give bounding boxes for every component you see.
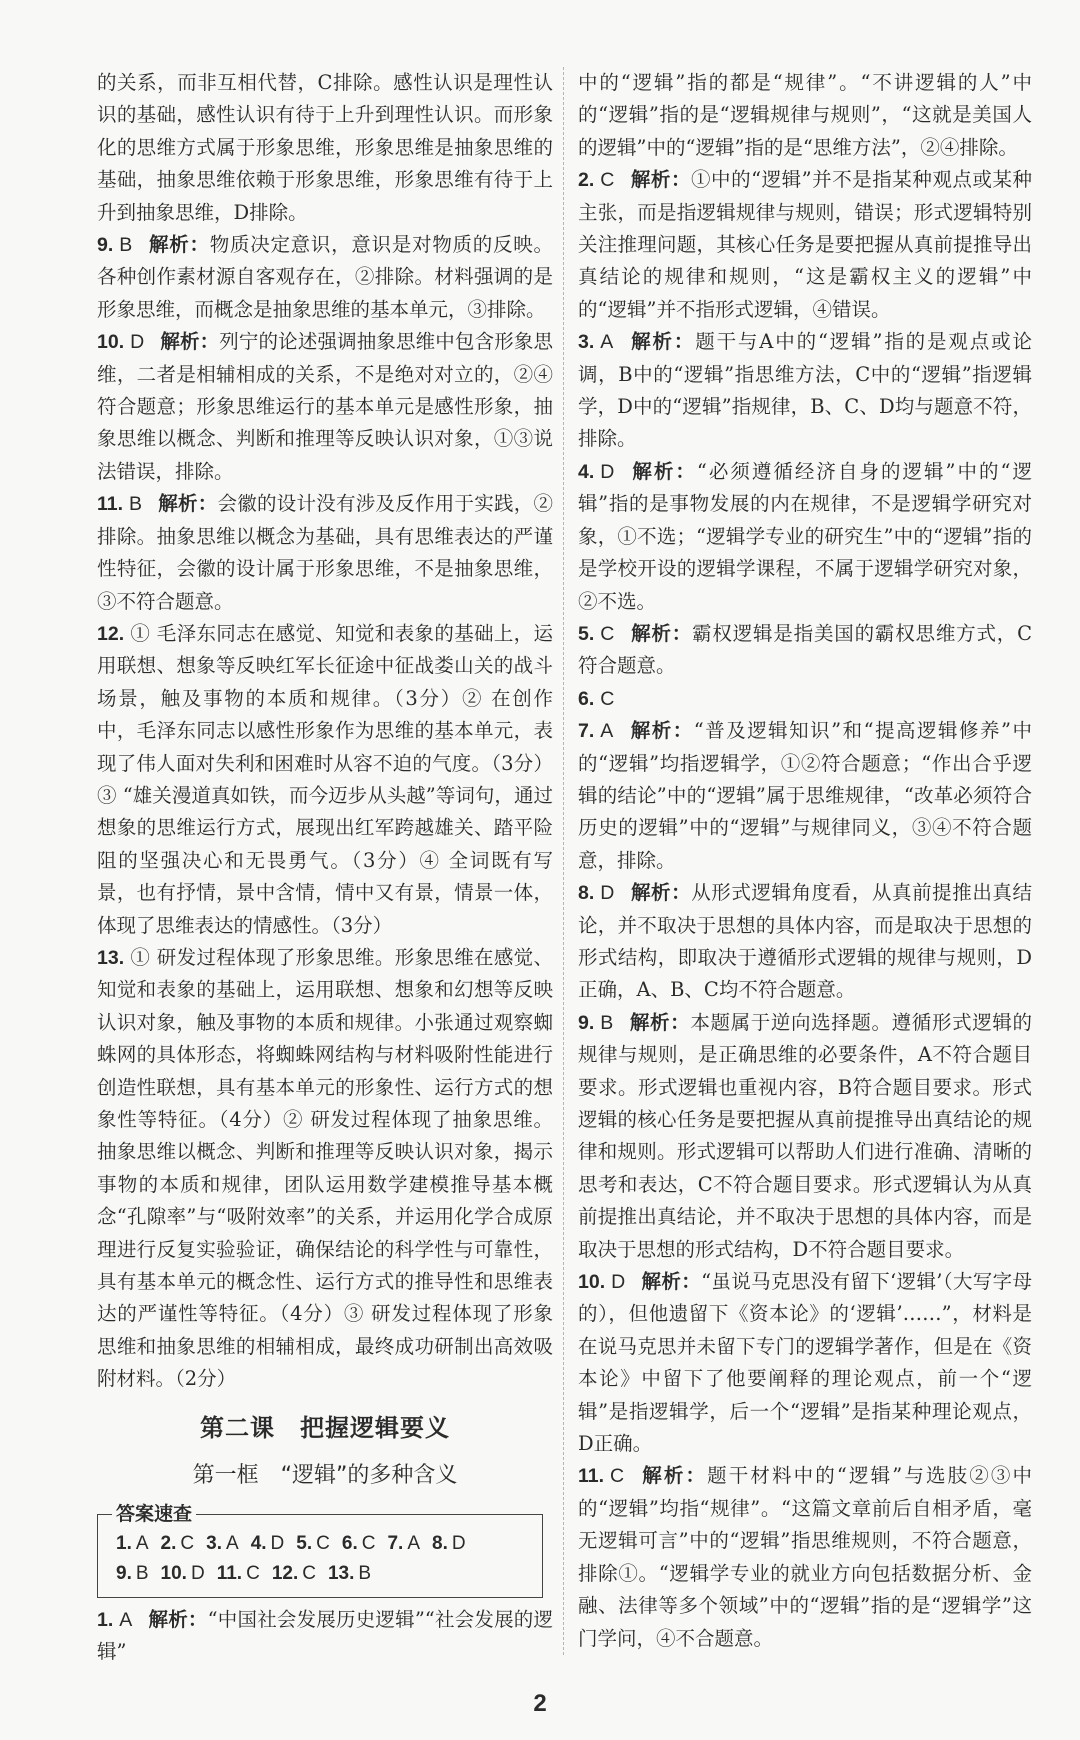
section-title: 第一框 “逻辑”的多种含义	[192, 1462, 458, 1488]
answer-item	[97, 618, 553, 942]
analysis-label: 解析：	[629, 1010, 691, 1034]
answer-row	[116, 1529, 542, 1559]
question-number: 6.	[341, 1532, 358, 1554]
item-number: 5.	[578, 622, 595, 645]
answer-item	[578, 1460, 1032, 1654]
analysis-label: 解析：	[148, 1607, 208, 1631]
item-number: 2.	[578, 169, 595, 192]
page-number: 2	[533, 1690, 547, 1718]
question-number: 9.	[116, 1562, 132, 1584]
analysis-text: “普及逻辑知识”和“提高逻辑修养”中的“逻辑”均指逻辑学，①②符合题意；“作出合乎逻辑的结论”中的“逻辑”属于思维规律，“改革必须符合历史的逻辑”中的“逻辑”与规律同义，③④不符合题意，排除。	[578, 719, 1032, 872]
answer-row	[116, 1559, 542, 1589]
right-answer-list	[578, 164, 1032, 1655]
question-number: 1.	[116, 1532, 132, 1554]
question-answer: A	[407, 1532, 421, 1554]
item-answer: B	[129, 493, 143, 516]
item-number: 13.	[97, 946, 125, 969]
analysis-text: ①中的“逻辑”并不是指某种观点或某种主张，而是指逻辑规律与规则，错误；形式逻辑特别关注推理问题，其核心任务是要把握从真前提推导出真结论的规律和规则，“这是霸权主义的逻辑”中的“逻辑”并不指形式逻辑，④错误。	[578, 168, 1032, 321]
question-answer: C	[316, 1532, 330, 1554]
answer-quick-check-box	[97, 1502, 543, 1598]
analysis-text: 物质决定意识，意识是对物质的反映。各种创作素材源自客观存在，②排除。材料强调的是形象思维，而概念是抽象思维的基本单元，③排除。	[97, 233, 553, 321]
answer-item	[578, 683, 1032, 715]
item-number: 9.	[578, 1011, 595, 1034]
answer-item	[97, 326, 553, 488]
answer-item	[97, 229, 553, 326]
item-number: 7.	[578, 720, 595, 743]
item-answer: D	[130, 331, 145, 354]
item-number: 10.	[97, 331, 125, 354]
answer-item	[578, 164, 1032, 326]
question-answer: C	[302, 1562, 316, 1584]
item-number: 9.	[97, 234, 114, 257]
analysis-text: “中国社会发展历史逻辑”“社会发展的逻辑”	[97, 1607, 553, 1664]
answer-item	[578, 715, 1032, 877]
question-answer: C	[246, 1562, 260, 1584]
analysis-text: ① 毛泽东同志在感觉、知觉和表象的基础上，运用联想、想象等反映红军长征途中征战娄山关的战斗场景，触及事物的本质和规律。（3分）② 在创作中，毛泽东同志以感性形象作为思维的基本单元，表现了伟人面对失利和困难时从容不迫的气度。（3分）③ “雄关漫道真如铁，而今迈步从头越”等词句，通过想象的思维运行方式，展现出红军跨越雄关、踏平险阻的坚强决心和无畏勇气。（3分）④ 全词既有写景，也有抒情，景中含情，情中又有景，情景一体，体现了思维表达的情感性。（3分）	[97, 621, 553, 937]
item-answer: D	[611, 1271, 626, 1294]
question-answer: A	[135, 1532, 149, 1554]
analysis-label: 解析：	[630, 168, 691, 192]
item-answer: C	[600, 169, 615, 192]
analysis-label: 解析：	[630, 621, 693, 645]
answer-box-title: 答案速查	[112, 1501, 196, 1527]
item-number: 1.	[97, 1608, 114, 1631]
analysis-text: “虽说马克思没有留下‘逻辑’（大写字母的），但他遗留下《资本论》的‘逻辑’……”，材料是在说马克思并未留下专门的逻辑学著作，但是在《资本论》中留下了他要阐释的理论观点，前一个“逻辑”是指逻辑学，后一个“逻辑”是指某种理论观点，D正确。	[578, 1270, 1032, 1456]
analysis-text: 题干与A中的“逻辑”指的是观点或论调，B中的“逻辑”指思维方法，C中的“逻辑”指逻辑学，D中的“逻辑”指规律，B、C、D均与题意不符，排除。	[578, 330, 1032, 451]
analysis-label: 解析：	[160, 330, 220, 354]
item-answer: C	[600, 687, 615, 710]
question-answer: D	[451, 1532, 466, 1554]
analysis-text: 从形式逻辑角度看，从真前提推出真结论，并不取决于思想的具体内容，而是取决于思想的形式结构，即取决于遵循形式逻辑的规律与规则，D正确，A、B、C均不符合题意。	[578, 881, 1032, 1002]
answer-item	[578, 1266, 1032, 1460]
answer-continuation: 中的“逻辑”指的都是“规律”。“不讲逻辑的人”中的“逻辑”指的是“逻辑规律与规则”，“这就是美国人的逻辑”中的“逻辑”指的是“思维方法”，②④排除。	[578, 71, 1032, 159]
answer-item	[97, 488, 553, 618]
question-number: 8.	[432, 1532, 448, 1554]
question-number: 11.	[216, 1562, 243, 1584]
answer-item	[578, 618, 1032, 683]
analysis-label: 解析：	[630, 459, 697, 483]
item-number: 12.	[97, 622, 125, 645]
item-answer: D	[600, 460, 615, 483]
left-column	[97, 67, 553, 1668]
item-number: 8.	[578, 882, 595, 905]
question-number: 10.	[160, 1562, 187, 1584]
analysis-text: 列宁的论述强调抽象思维中包含形象思维，二者是相辅相成的关系，不是绝对对立的，②④符合题意；形象思维运行的基本单元是感性形象，抽象思维以概念、判断和推理等反映认识对象，①③说法错误，排除。	[97, 330, 553, 483]
answer-item	[578, 877, 1032, 1007]
analysis-label: 解析：	[629, 719, 694, 743]
question-answer: B	[358, 1562, 372, 1584]
question-number: 13.	[327, 1562, 355, 1584]
question-answer: C	[361, 1532, 376, 1554]
question-number: 2.	[160, 1532, 177, 1554]
question-answer: D	[270, 1532, 285, 1554]
item-number: 11.	[97, 493, 124, 516]
answer-item	[578, 1007, 1032, 1266]
analysis-text: ① 研发过程体现了形象思维。形象思维在感觉、知觉和表象的基础上，运用联想、想象和幻想等反映认识对象，触及事物的本质和规律。小张通过观察蜘蛛网的具体形态，将蜘蛛网结构与材料吸附性能进行创造性联想，具有基本单元的形象性、运行方式的想象性等特征。（4分）② 研发过程体现了抽象思维。抽象思维以概念、判断和推理等反映认识对象，揭示事物的本质和规律，团队运用数学建模推导基本概念“孔隙率”与“吸附效率”的关系，并运用化学合成原理进行反复实验验证，确保结论的科学性与可靠性，具有基本单元的概念性、运行方式的推导性和思维表达的严谨性等特征。（4分）③ 研发过程体现了形象思维和抽象思维的相辅相成，最终成功研制出高效吸附材料。（2分）	[97, 945, 553, 1391]
analysis-label: 解析：	[158, 492, 218, 516]
item-answer: A	[119, 1608, 133, 1631]
question-number: 12.	[271, 1562, 299, 1584]
item-answer: A	[600, 331, 614, 354]
question-number: 3.	[206, 1532, 222, 1554]
item-answer: D	[600, 882, 615, 905]
answer-item	[97, 1604, 553, 1669]
lesson-title: 第二课 把握逻辑要义	[200, 1413, 450, 1442]
answer-item	[578, 326, 1032, 456]
analysis-text: “必须遵循经济自身的逻辑”中的“逻辑”指的是事物发展的内在规律，不是逻辑学研究对象，①不选；“逻辑学专业的研究生”中的“逻辑”指的是学校开设的逻辑学课程，不属于逻辑学研究对象，②不选。	[578, 459, 1032, 613]
item-answer: B	[119, 234, 133, 257]
item-answer: B	[600, 1011, 614, 1034]
analysis-text: 会徽的设计没有涉及反作用于实践，②排除。抽象思维以概念为基础，具有思维表达的严谨性特征，会徽的设计属于形象思维，不是抽象思维，③不符合题意。	[97, 492, 553, 613]
analysis-text: 霸权逻辑是指美国的霸权思维方式，C符合题意。	[578, 621, 1032, 678]
analysis-label: 解析：	[148, 233, 210, 257]
question-number: 5.	[296, 1532, 313, 1554]
analysis-label: 解析：	[640, 1464, 708, 1488]
question-answer: D	[190, 1562, 205, 1584]
analysis-label: 解析：	[630, 881, 692, 905]
answer-item	[578, 456, 1032, 618]
left-answer-list	[97, 229, 553, 1396]
answer-continuation: 的关系，而非互相代替，C排除。感性认识是理性认识的基础，感性认识有待于上升到理性认识。而形象化的思维方式属于形象思维，形象思维是抽象思维的基础，抽象思维依赖于形象思维，形象思维有待于上升到抽象思维，D排除。	[97, 71, 553, 224]
question-number: 7.	[387, 1532, 404, 1554]
item-answer: C	[610, 1465, 625, 1488]
analysis-text: 本题属于逆向选择题。遵循形式逻辑的规律与规则，是正确思维的必要条件，A不符合题目要求。形式逻辑也重视内容，B符合题目要求。形式逻辑的核心任务是要把握从真前提推导出真结论的规律和规则。形式逻辑可以帮助人们进行准确、清晰的思考和表达，C不符合题目要求。形式逻辑认为从真前提推出真结论，并不取决于思想的具体内容，而是取决于思想的形式结构，D不符合题目要求。	[578, 1010, 1032, 1261]
item-number: 3.	[578, 331, 595, 354]
question-answer: A	[226, 1532, 239, 1554]
item-number: 4.	[578, 460, 595, 483]
question-answer: B	[135, 1562, 149, 1584]
item-answer: A	[600, 720, 614, 743]
item-number: 6.	[578, 687, 595, 710]
question-answer: C	[180, 1532, 195, 1554]
analysis-label: 解析：	[641, 1270, 702, 1294]
right-column	[563, 67, 1032, 1655]
item-number: 10.	[578, 1271, 606, 1294]
answer-item	[97, 942, 553, 1396]
item-number: 11.	[578, 1465, 605, 1488]
item-answer: C	[600, 622, 615, 645]
question-number: 4.	[250, 1532, 267, 1554]
analysis-text: 题干材料中的“逻辑”与选肢②③中的“逻辑”均指“规律”。“这篇文章前后自相矛盾，毫无逻辑可言”中的“逻辑”指思维规则，不符合题意，排除①。“逻辑学专业的就业方向包括数据分析、金融、法律等多个领域”中的“逻辑”指的是“逻辑学”这门学问，④不合题意。	[578, 1464, 1032, 1650]
analysis-label: 解析：	[629, 330, 696, 354]
